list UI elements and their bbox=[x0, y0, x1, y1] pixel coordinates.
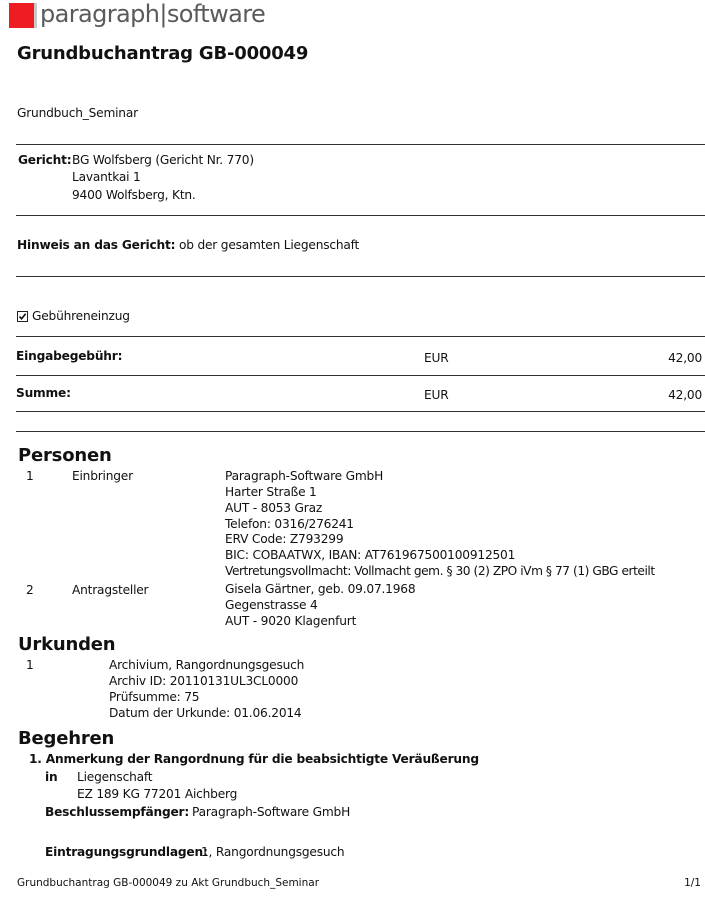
person-line: AUT - 8053 Graz bbox=[225, 501, 323, 515]
fee-currency: EUR bbox=[424, 351, 449, 365]
logo-text-a: paragraph bbox=[40, 0, 160, 28]
fee-amount: 42,00 bbox=[668, 351, 702, 365]
person-line: Vertretungsvollmacht: Vollmacht gem. § 30 (2) ZPO iVm § 77 (1) GBG erteilt bbox=[225, 564, 655, 578]
requests-heading: Begehren bbox=[18, 728, 115, 749]
document-line: Archiv ID: 20110131UL3CL0000 bbox=[109, 674, 299, 688]
logo-wordmark bbox=[40, 0, 265, 28]
person-line: BIC: COBAATWX, IBAN: AT761967500100912501 bbox=[225, 548, 516, 562]
basis-label: Eintragungsgrundlagen: bbox=[45, 845, 208, 859]
recipient-label: Beschlussempfänger: bbox=[45, 805, 190, 819]
court-notice-label: Hinweis an das Gericht: bbox=[17, 238, 176, 252]
person-line: Telefon: 0316/276241 bbox=[225, 517, 354, 531]
fee-collection-checkbox[interactable] bbox=[17, 311, 28, 322]
request-in-line: Liegenschaft bbox=[77, 770, 153, 784]
person-line: ERV Code: Z793299 bbox=[225, 532, 344, 546]
court-line: 9400 Wolfsberg, Ktn. bbox=[72, 188, 196, 202]
page-number: 1/1 bbox=[684, 877, 701, 889]
person-role: Antragsteller bbox=[72, 583, 149, 597]
total-currency: EUR bbox=[424, 388, 449, 402]
recipient-value: Paragraph-Software GmbH bbox=[192, 805, 351, 819]
court-notice bbox=[17, 238, 359, 252]
divider bbox=[16, 215, 705, 216]
footer-text: Grundbuchantrag GB-000049 zu Akt Grundbuch_Seminar bbox=[17, 877, 320, 889]
person-number: 1 bbox=[26, 469, 34, 483]
divider bbox=[16, 336, 705, 337]
person-line: Paragraph-Software GmbH bbox=[225, 469, 384, 483]
document-line: Prüfsumme: 75 bbox=[109, 690, 200, 704]
page-title: Grundbuchantrag GB-000049 bbox=[17, 43, 309, 64]
divider bbox=[16, 144, 705, 145]
person-line: AUT - 9020 Klagenfurt bbox=[225, 614, 357, 628]
fee-collection-label: Gebühreneinzug bbox=[32, 309, 130, 323]
court-label: Gericht: bbox=[18, 153, 72, 167]
document-line: Datum der Urkunde: 01.06.2014 bbox=[109, 706, 302, 720]
logo-mark bbox=[9, 3, 34, 28]
court-line: Lavantkai 1 bbox=[72, 170, 141, 184]
document-line: Archivium, Rangordnungsgesuch bbox=[109, 658, 305, 672]
request-in-line: EZ 189 KG 77201 Aichberg bbox=[77, 787, 238, 801]
logo-separator: | bbox=[159, 0, 167, 28]
divider bbox=[16, 431, 705, 432]
request-in-label: in bbox=[45, 770, 58, 784]
basis-value: 1, Rangordnungsgesuch bbox=[201, 845, 345, 859]
person-number: 2 bbox=[26, 583, 34, 597]
divider bbox=[16, 411, 705, 412]
person-line: Harter Straße 1 bbox=[225, 485, 317, 499]
court-line: BG Wolfsberg (Gericht Nr. 770) bbox=[72, 153, 254, 167]
fee-label: Eingabegebühr: bbox=[16, 349, 123, 363]
divider bbox=[16, 276, 705, 277]
logo-mark-shadow bbox=[34, 3, 37, 28]
divider bbox=[16, 375, 705, 376]
total-amount: 42,00 bbox=[668, 388, 702, 402]
file-reference: Grundbuch_Seminar bbox=[17, 106, 138, 120]
document-number: 1 bbox=[26, 658, 34, 672]
logo-text-b: software bbox=[166, 0, 266, 28]
request-title: 1. Anmerkung der Rangordnung für die beabsichtigte Veräußerung bbox=[29, 752, 479, 766]
checkmark-icon bbox=[18, 312, 27, 321]
person-role: Einbringer bbox=[72, 469, 133, 483]
documents-heading: Urkunden bbox=[18, 634, 116, 655]
total-label: Summe: bbox=[16, 386, 71, 400]
person-line: Gisela Gärtner, geb. 09.07.1968 bbox=[225, 582, 416, 596]
court-notice-value: ob der gesamten Liegenschaft bbox=[179, 238, 360, 252]
person-line: Gegenstrasse 4 bbox=[225, 598, 318, 612]
persons-heading: Personen bbox=[18, 445, 112, 466]
